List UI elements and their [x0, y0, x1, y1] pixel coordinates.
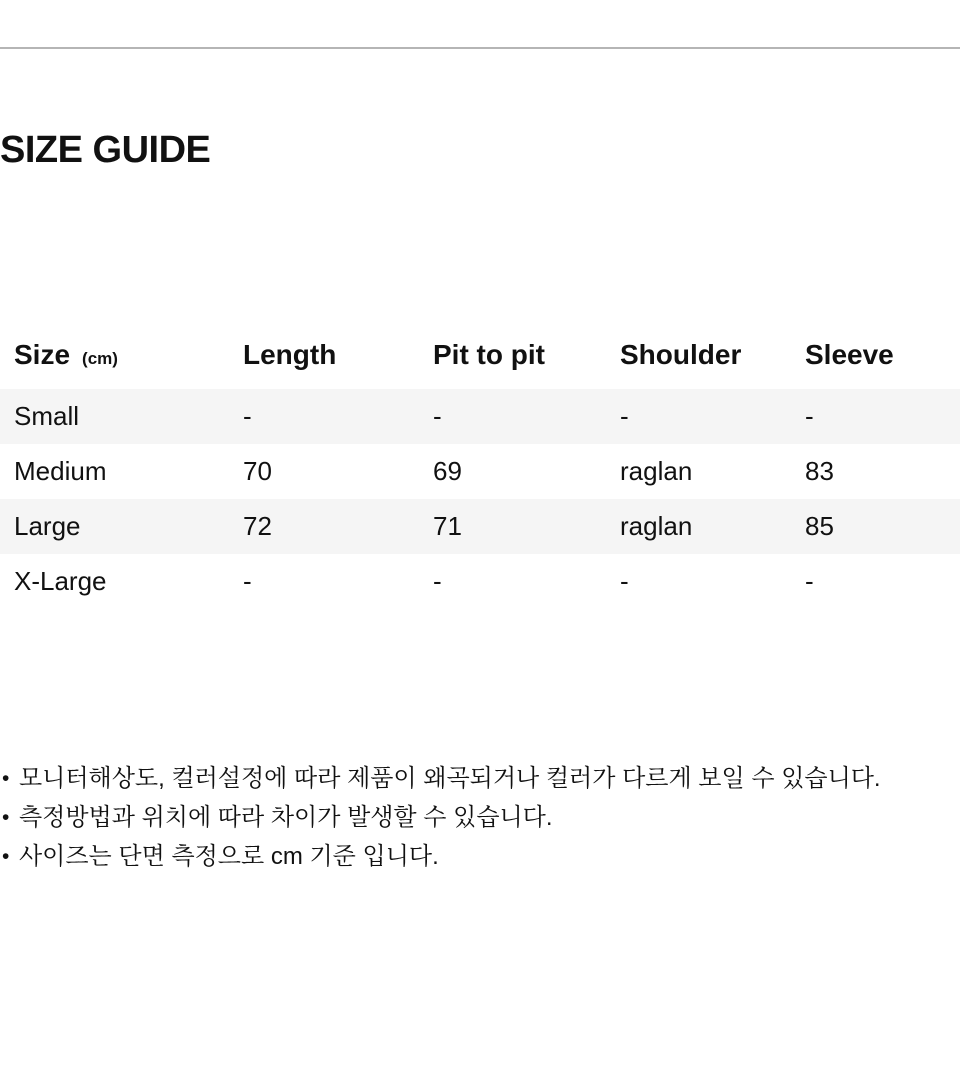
- size-header-label: Size: [14, 338, 71, 370]
- cell-sleeve: -: [805, 401, 814, 431]
- bullet-icon: •: [2, 767, 10, 790]
- note-item-monitor: [0, 763, 905, 795]
- cell-sleeve: 83: [805, 456, 834, 486]
- note-text: 사이즈는 단면 측정으로 cm 기준 입니다.: [19, 843, 439, 870]
- page-title: SIZE GUIDE: [0, 129, 211, 171]
- size-guide-table: [0, 320, 960, 609]
- cell-size: Large: [14, 511, 81, 541]
- table-row-small: [0, 389, 960, 444]
- bullet-icon: •: [2, 845, 10, 868]
- column-header-size: [14, 339, 243, 371]
- cell-pit-to-pit: 71: [433, 511, 462, 541]
- cell-shoulder: -: [620, 566, 629, 596]
- cell-size: Medium: [14, 456, 107, 486]
- cell-shoulder: raglan: [620, 456, 693, 486]
- note-item-unit: [0, 841, 905, 873]
- bullet-icon: •: [2, 806, 10, 829]
- table-row-x-large: [0, 554, 960, 609]
- cell-size: Small: [14, 401, 80, 431]
- cell-length: -: [243, 566, 252, 596]
- cell-pit-to-pit: 69: [433, 456, 462, 486]
- cell-sleeve: -: [805, 566, 814, 596]
- table-row-large: [0, 499, 960, 554]
- unit-label: (cm): [82, 348, 118, 368]
- cell-length: -: [243, 401, 252, 431]
- top-divider: [0, 47, 960, 49]
- cell-pit-to-pit: -: [433, 566, 442, 596]
- column-header-sleeve: Sleeve: [805, 338, 894, 370]
- table-header-row: [0, 320, 960, 389]
- column-header-length: Length: [243, 338, 337, 370]
- column-header-shoulder: Shoulder: [620, 338, 742, 370]
- column-header-pit-to-pit: Pit to pit: [433, 338, 545, 370]
- cell-sleeve: 85: [805, 511, 834, 541]
- cell-length: 70: [243, 456, 272, 486]
- cell-size: X-Large: [14, 566, 107, 596]
- note-text: 측정방법과 위치에 따라 차이가 발생할 수 있습니다.: [19, 804, 553, 831]
- cell-shoulder: raglan: [620, 511, 693, 541]
- cell-pit-to-pit: -: [433, 401, 442, 431]
- note-text: 모니터해상도, 컬러설정에 따라 제품이 왜곡되거나 컬러가 다르게 보일 수 있습니다.: [19, 765, 881, 792]
- cell-length: 72: [243, 511, 272, 541]
- notes-list: [0, 763, 905, 880]
- note-item-measurement: [0, 802, 905, 834]
- cell-shoulder: -: [620, 401, 629, 431]
- table-row-medium: [0, 444, 960, 499]
